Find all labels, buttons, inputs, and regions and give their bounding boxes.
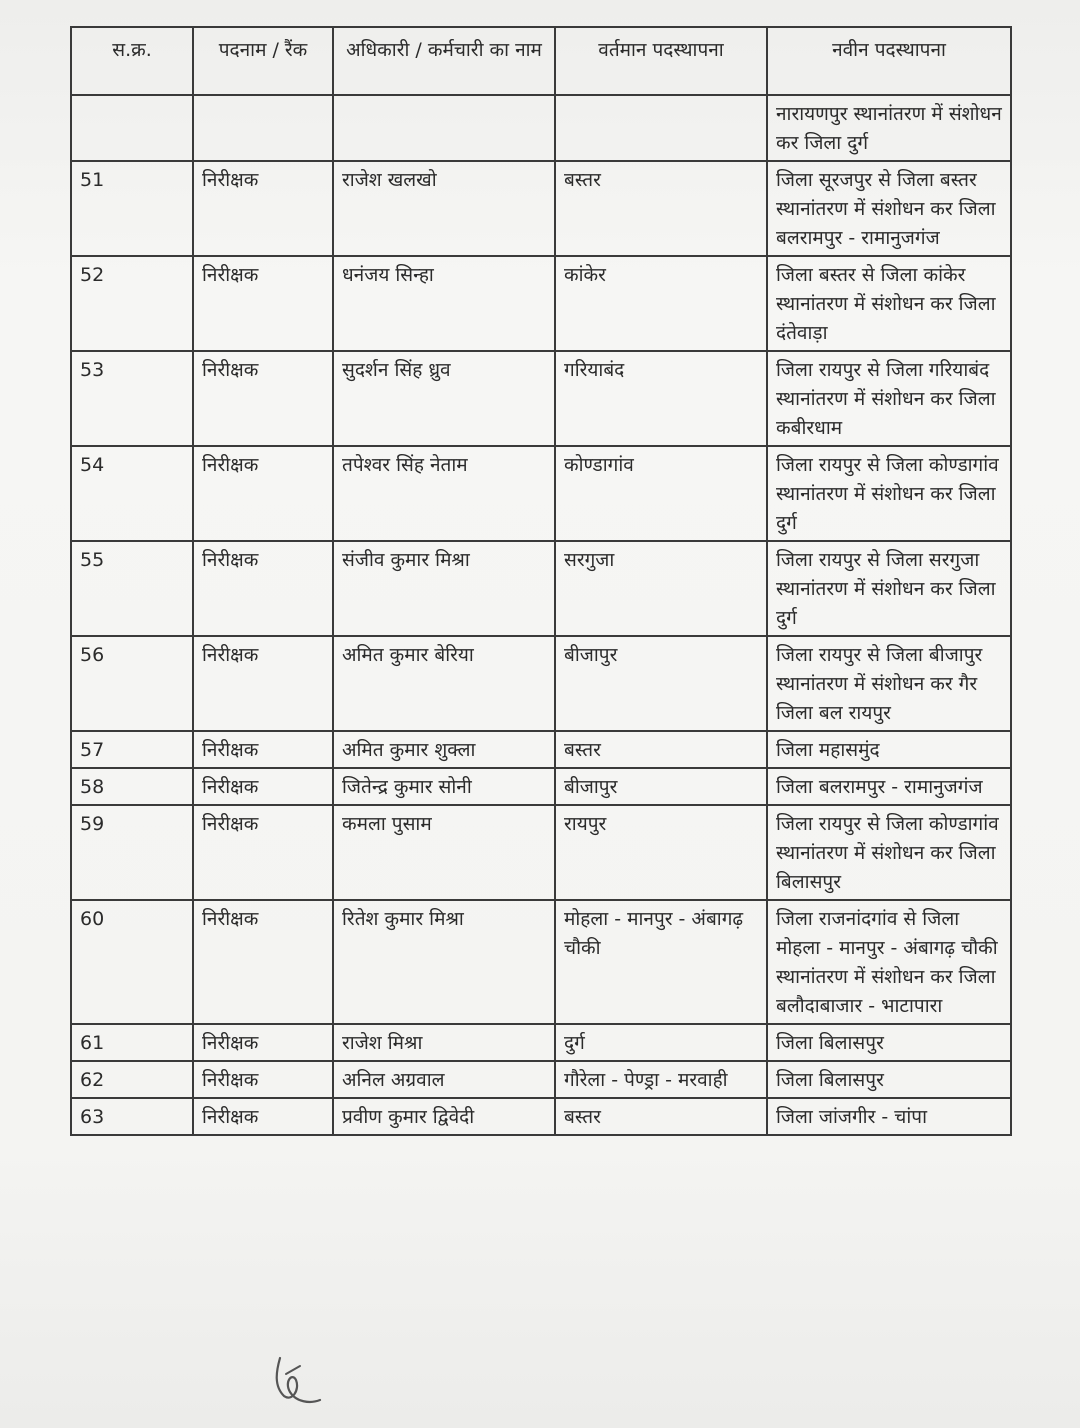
cell-current-posting: कांकेर	[555, 256, 767, 351]
cell-serial: 58	[71, 768, 193, 805]
cell-serial: 57	[71, 731, 193, 768]
table-row	[71, 1024, 1011, 1061]
header-current-posting: वर्तमान पदस्थापना	[555, 27, 767, 95]
cell-rank: निरीक्षक	[193, 1061, 333, 1098]
cell-serial: 53	[71, 351, 193, 446]
cell-current-posting: मोहला - मानपुर - अंबागढ़ चौकी	[555, 900, 767, 1024]
cell-rank: निरीक्षक	[193, 1024, 333, 1061]
table-row	[71, 446, 1011, 541]
cell-serial: 51	[71, 161, 193, 256]
signature-mark	[266, 1352, 326, 1408]
cell-serial: 63	[71, 1098, 193, 1135]
cell-serial: 61	[71, 1024, 193, 1061]
cell-rank: निरीक्षक	[193, 1098, 333, 1135]
cell-new-posting: जिला रायपुर से जिला बीजापुर स्थानांतरण में संशोधन कर गैर जिला बल रायपुर	[767, 636, 1011, 731]
cell-current-posting: बीजापुर	[555, 636, 767, 731]
cell-name: कमला पुसाम	[333, 805, 555, 900]
cell-new-posting: जिला बिलासपुर	[767, 1061, 1011, 1098]
table-header-row	[71, 27, 1011, 95]
header-serial: स.क्र.	[71, 27, 193, 95]
cell-name: जितेन्द्र कुमार सोनी	[333, 768, 555, 805]
cell-rank: निरीक्षक	[193, 256, 333, 351]
cell-name	[333, 95, 555, 161]
table-row	[71, 351, 1011, 446]
cell-current-posting: बस्तर	[555, 731, 767, 768]
cell-new-posting: जिला बस्तर से जिला कांकेर स्थानांतरण में संशोधन कर जिला दंतेवाड़ा	[767, 256, 1011, 351]
cell-serial: 59	[71, 805, 193, 900]
cell-current-posting: बस्तर	[555, 1098, 767, 1135]
cell-name: तपेश्वर सिंह नेताम	[333, 446, 555, 541]
cell-name: राजेश खलखो	[333, 161, 555, 256]
table-row	[71, 805, 1011, 900]
table-row	[71, 636, 1011, 731]
cell-name: अमित कुमार बेरिया	[333, 636, 555, 731]
cell-rank: निरीक्षक	[193, 636, 333, 731]
header-rank: पदनाम / रैंक	[193, 27, 333, 95]
header-new-posting: नवीन पदस्थापना	[767, 27, 1011, 95]
cell-name: रितेश कुमार मिश्रा	[333, 900, 555, 1024]
cell-new-posting: जिला रायपुर से जिला सरगुजा स्थानांतरण में संशोधन कर जिला दुर्ग	[767, 541, 1011, 636]
cell-rank: निरीक्षक	[193, 541, 333, 636]
table-row	[71, 95, 1011, 161]
cell-name: सुदर्शन सिंह ध्रुव	[333, 351, 555, 446]
cell-name: प्रवीण कुमार द्विवेदी	[333, 1098, 555, 1135]
cell-name: संजीव कुमार मिश्रा	[333, 541, 555, 636]
cell-rank: निरीक्षक	[193, 161, 333, 256]
cell-serial: 56	[71, 636, 193, 731]
cell-new-posting: जिला रायपुर से जिला कोण्डागांव स्थानांतरण में संशोधन कर जिला दुर्ग	[767, 446, 1011, 541]
transfer-table	[70, 26, 1012, 1136]
cell-current-posting	[555, 95, 767, 161]
cell-new-posting: जिला सूरजपुर से जिला बस्तर स्थानांतरण में संशोधन कर जिला बलरामपुर - रामानुजगंज	[767, 161, 1011, 256]
cell-new-posting: जिला रायपुर से जिला कोण्डागांव स्थानांतरण में संशोधन कर जिला बिलासपुर	[767, 805, 1011, 900]
cell-name: अनिल अग्रवाल	[333, 1061, 555, 1098]
cell-name: अमित कुमार शुक्ला	[333, 731, 555, 768]
cell-current-posting: गौरेला - पेण्ड्रा - मरवाही	[555, 1061, 767, 1098]
cell-new-posting: जिला राजनांदगांव से जिला मोहला - मानपुर - अंबागढ़ चौकी स्थानांतरण में संशोधन कर जिला बलौदाबाजार - भाटापारा	[767, 900, 1011, 1024]
cell-serial	[71, 95, 193, 161]
cell-current-posting: बीजापुर	[555, 768, 767, 805]
table-row	[71, 900, 1011, 1024]
table-row	[71, 161, 1011, 256]
table-row	[71, 1061, 1011, 1098]
table-row	[71, 731, 1011, 768]
cell-serial: 60	[71, 900, 193, 1024]
cell-serial: 55	[71, 541, 193, 636]
table-row	[71, 1098, 1011, 1135]
cell-current-posting: सरगुजा	[555, 541, 767, 636]
cell-new-posting: जिला महासमुंद	[767, 731, 1011, 768]
cell-new-posting: जिला बलरामपुर - रामानुजगंज	[767, 768, 1011, 805]
cell-current-posting: दुर्ग	[555, 1024, 767, 1061]
header-name: अधिकारी / कर्मचारी का नाम	[333, 27, 555, 95]
cell-new-posting: जिला रायपुर से जिला गरियाबंद स्थानांतरण में संशोधन कर जिला कबीरधाम	[767, 351, 1011, 446]
cell-rank: निरीक्षक	[193, 446, 333, 541]
table-row	[71, 256, 1011, 351]
cell-new-posting: जिला बिलासपुर	[767, 1024, 1011, 1061]
cell-current-posting: बस्तर	[555, 161, 767, 256]
cell-current-posting: रायपुर	[555, 805, 767, 900]
cell-new-posting: नारायणपुर स्थानांतरण में संशोधन कर जिला दुर्ग	[767, 95, 1011, 161]
cell-rank: निरीक्षक	[193, 805, 333, 900]
cell-rank: निरीक्षक	[193, 731, 333, 768]
cell-rank: निरीक्षक	[193, 351, 333, 446]
cell-current-posting: गरियाबंद	[555, 351, 767, 446]
cell-serial: 54	[71, 446, 193, 541]
cell-name: राजेश मिश्रा	[333, 1024, 555, 1061]
cell-new-posting: जिला जांजगीर - चांपा	[767, 1098, 1011, 1135]
table-row	[71, 541, 1011, 636]
cell-current-posting: कोण्डागांव	[555, 446, 767, 541]
cell-rank: निरीक्षक	[193, 768, 333, 805]
cell-rank	[193, 95, 333, 161]
cell-name: धनंजय सिन्हा	[333, 256, 555, 351]
cell-serial: 62	[71, 1061, 193, 1098]
cell-rank: निरीक्षक	[193, 900, 333, 1024]
cell-serial: 52	[71, 256, 193, 351]
table-row	[71, 768, 1011, 805]
